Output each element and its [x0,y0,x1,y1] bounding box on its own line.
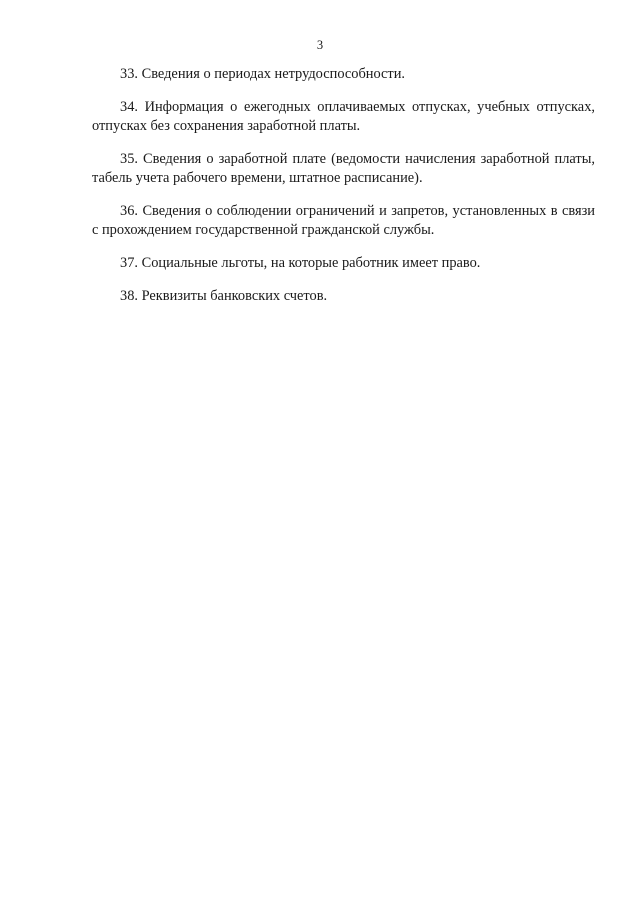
list-item-38 [92,287,595,306]
page-number: 3 [316,38,324,52]
item-text: Реквизиты банковских счетов. [141,288,328,304]
item-number: 36. [120,203,138,219]
list-item-33 [92,65,595,84]
item-number: 35. [120,151,138,167]
item-text: Сведения о периодах нетрудоспособности. [141,66,406,82]
item-text: Сведения о заработной плате (ведомости начисления заработной платы, табель учета рабочего времени, штатное расписание). [92,151,595,186]
document-body [92,65,595,320]
item-text: Сведения о соблюдении ограничений и запретов, установленных в связи с прохождением государственной гражданской службы. [92,203,595,238]
item-text: Социальные льготы, на которые работник имеет право. [141,255,481,271]
item-number: 38. [120,288,138,304]
item-number: 37. [120,255,138,271]
item-text: Информация о ежегодных оплачиваемых отпусках, учебных отпусках, отпусках без сохранения заработной платы. [92,99,595,134]
list-item-36 [92,202,595,240]
item-number: 33. [120,66,138,82]
list-item-34 [92,98,595,136]
list-item-35 [92,150,595,188]
item-number: 34. [120,99,138,115]
list-item-37 [92,254,595,273]
